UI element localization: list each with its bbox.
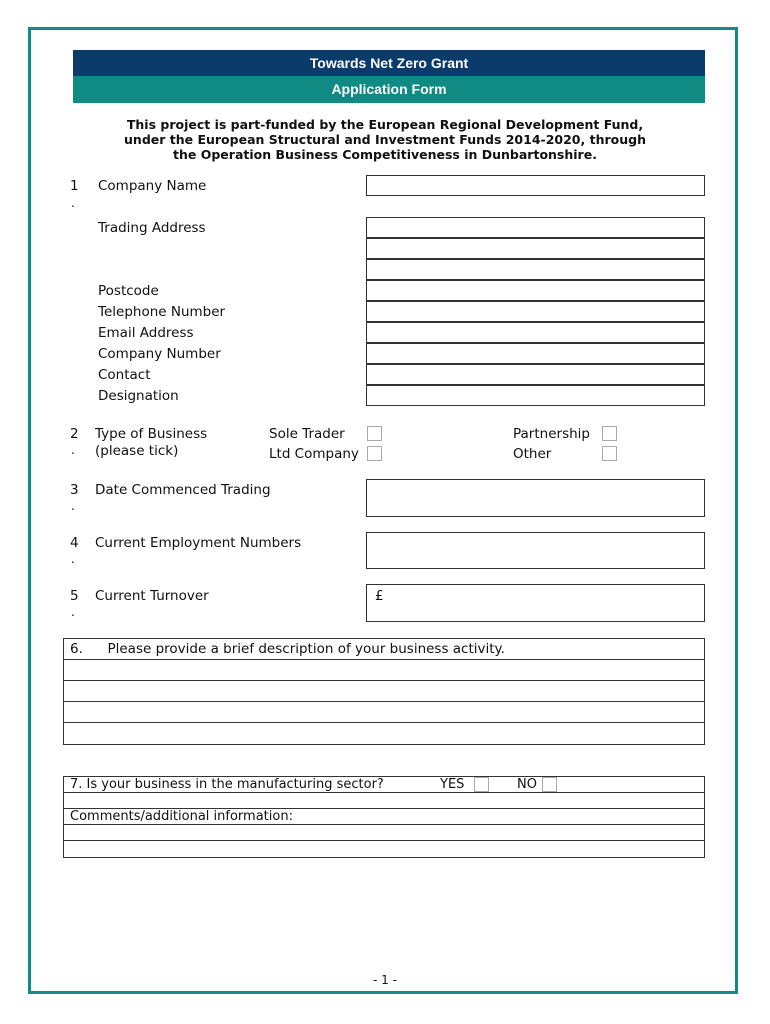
business-description-line-2[interactable] [64,681,704,702]
other-checkbox[interactable] [602,446,617,461]
comments-label: Comments/additional information: [70,809,293,824]
company-number-field[interactable] [366,343,705,364]
partnership-label: Partnership [513,426,590,442]
date-commenced-field[interactable] [366,479,705,517]
section-3-dot: . [71,499,75,513]
date-commenced-label: Date Commenced Trading [95,482,271,498]
funding-statement [100,117,670,162]
trading-address-label: Trading Address [98,220,206,236]
manufacturing-question: 7. Is your business in the manufacturing sector? [70,777,384,792]
ltd-company-label: Ltd Company [269,446,359,462]
page-number: - 1 - [373,973,397,987]
contact-label: Contact [98,367,151,383]
funding-line-2: under the European Structural and Investment Funds 2014-2020, through [124,132,646,147]
form-subtitle: Application Form [73,76,705,103]
company-number-label: Company Number [98,346,221,362]
designation-label: Designation [98,388,179,404]
telephone-field[interactable] [366,301,705,322]
email-field[interactable] [366,322,705,343]
section-2-dot: . [71,443,75,457]
funding-line-1: This project is part-funded by the European Regional Development Fund, [126,117,644,132]
employment-numbers-label: Current Employment Numbers [95,535,302,551]
trading-address-line-1[interactable] [366,217,705,238]
section-6-number: 6. [70,641,83,657]
business-description-line-4[interactable] [64,723,704,744]
designation-field[interactable] [366,385,705,406]
postcode-field[interactable] [366,280,705,301]
section-5-number: 5 [70,588,79,604]
turnover-label: Current Turnover [95,588,209,604]
section-2-number: 2 [70,426,79,442]
sole-trader-label: Sole Trader [269,426,345,442]
no-checkbox[interactable] [542,777,557,792]
business-description-label: Please provide a brief description of your business activity. [107,641,505,657]
company-name-label: Company Name [98,178,207,194]
business-description-table [63,638,705,745]
comments-line-2[interactable] [64,841,704,857]
manufacturing-question-row [64,777,704,793]
section-4-dot: . [71,552,75,566]
company-name-field[interactable] [366,175,705,196]
business-type-label: Type of Business [95,426,208,442]
ltd-company-checkbox[interactable] [367,446,382,461]
contact-field[interactable] [366,364,705,385]
comments-label-row [64,809,704,825]
business-description-header [64,639,704,660]
turnover-field[interactable] [366,584,705,622]
business-description-line-3[interactable] [64,702,704,723]
section-1-number: 1 [70,178,79,194]
trading-address-line-3[interactable] [366,259,705,280]
form-title: Towards Net Zero Grant [73,50,705,76]
section-5-dot: . [71,605,75,619]
other-label: Other [513,446,552,462]
yes-label: YES [440,777,465,792]
comments-line-1[interactable] [64,825,704,841]
yes-checkbox[interactable] [474,777,489,792]
sole-trader-checkbox[interactable] [367,426,382,441]
business-type-hint: (please tick) [95,443,179,459]
section-4-number: 4 [70,535,79,551]
telephone-label: Telephone Number [98,304,226,320]
section-3-number: 3 [70,482,79,498]
currency-symbol: £ [375,588,384,604]
manufacturing-table [63,776,705,858]
section-1-dot: . [71,196,75,210]
employment-numbers-field[interactable] [366,532,705,569]
funding-line-3: the Operation Business Competitiveness in Dunbartonshire. [173,147,597,162]
manufacturing-answer-line[interactable] [64,793,704,809]
email-label: Email Address [98,325,194,341]
postcode-label: Postcode [98,283,159,299]
partnership-checkbox[interactable] [602,426,617,441]
trading-address-line-2[interactable] [366,238,705,259]
business-description-line-1[interactable] [64,660,704,681]
no-label: NO [517,777,537,792]
